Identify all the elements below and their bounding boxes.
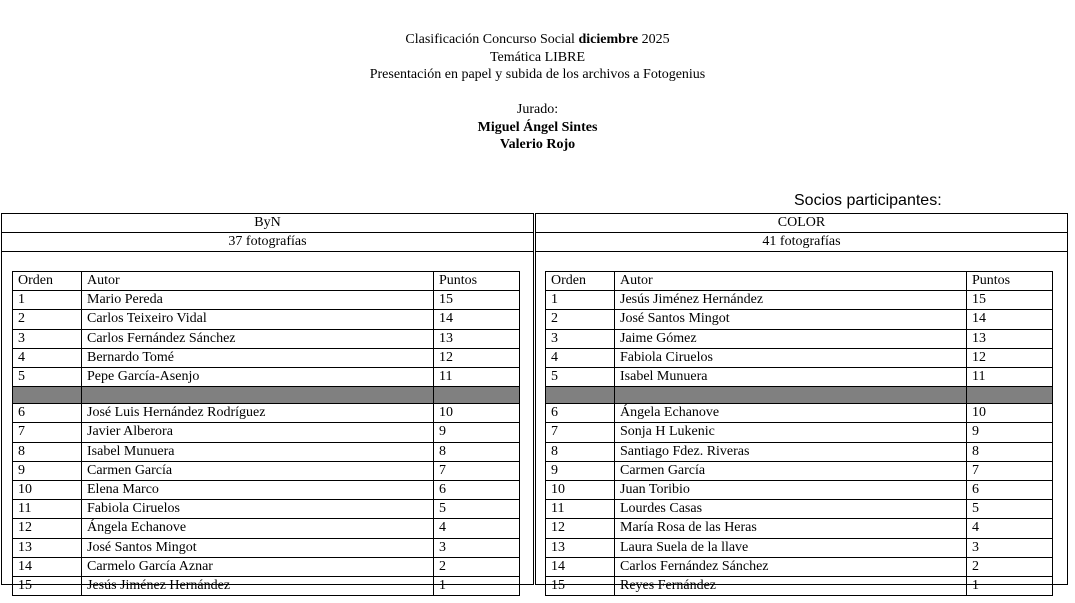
cell-orden: 5 [13,368,82,387]
jury-member-name: Valerio Rojo [499,137,576,152]
table-row [546,291,1053,310]
table-row [546,348,1053,367]
column-header-puntos: Puntos [434,272,520,291]
cell-orden: 8 [546,442,615,461]
cell-autor: Pepe García-Asenjo [82,368,434,387]
table-row [13,442,520,461]
cell-puntos: 15 [967,291,1053,310]
cell-autor: Carlos Teixeiro Vidal [82,310,434,329]
table-row [13,348,520,367]
cell-orden: 3 [13,329,82,348]
cell-orden: 1 [546,291,615,310]
cell-orden: 14 [13,557,82,576]
cell-orden: 12 [13,519,82,538]
cell-autor: Ángela Echanove [82,519,434,538]
cell-orden: 11 [546,500,615,519]
cell-puntos: 1 [967,577,1053,596]
cell-autor: Reyes Fernández [615,577,967,596]
cell-puntos: 14 [967,310,1053,329]
cell-orden: 10 [13,481,82,500]
cell-puntos: 10 [967,404,1053,423]
table-row [13,577,520,596]
participants-label: Socios participantes: [794,192,942,209]
cell-autor: Fabiola Ciruelos [82,500,434,519]
separator-cell [615,387,967,404]
cell-puntos: 11 [967,368,1053,387]
cell-autor: Bernardo Tomé [82,348,434,367]
table-row [13,461,520,480]
ranking-table [545,271,1053,596]
table-row [13,519,520,538]
table-row [546,481,1053,500]
cell-puntos: 14 [434,310,520,329]
ranking-table [12,271,520,596]
header-spacer [0,84,1075,102]
cell-puntos: 5 [434,500,520,519]
separator-row [13,387,520,404]
table-row [546,442,1053,461]
cell-puntos: 9 [434,423,520,442]
cell-puntos: 5 [967,500,1053,519]
cell-orden: 4 [13,348,82,367]
table-row [546,329,1053,348]
jury-member-name: Miguel Ángel Sintes [477,119,598,135]
separator-cell [434,387,520,404]
table-header-row [13,272,520,291]
cell-puntos: 11 [434,368,520,387]
cell-orden: 2 [546,310,615,329]
table-row [13,291,520,310]
contest-title [0,31,1075,49]
table-row [546,310,1053,329]
cell-autor: Fabiola Ciruelos [615,348,967,367]
cell-orden: 10 [546,481,615,500]
table-row [546,519,1053,538]
cell-puntos: 9 [967,423,1053,442]
cell-puntos: 13 [967,329,1053,348]
cell-autor: Santiago Fdez. Riveras [615,442,967,461]
category-photo-count: 41 fotografías [536,233,1067,252]
cell-orden: 5 [546,368,615,387]
cell-puntos: 7 [967,461,1053,480]
cell-orden: 6 [13,404,82,423]
cell-orden: 8 [13,442,82,461]
separator-cell [82,387,434,404]
cell-autor: Carlos Fernández Sánchez [82,329,434,348]
cell-puntos: 1 [434,577,520,596]
table-row [546,404,1053,423]
table-row [13,538,520,557]
contest-presentation: Presentación en papel y subida de los archivos a Fotogenius [369,67,706,82]
cell-puntos: 8 [434,442,520,461]
table-row [13,500,520,519]
cell-autor: Sonja H Lukenic [615,423,967,442]
cell-puntos: 15 [434,291,520,310]
cell-autor: José Luis Hernández Rodríguez [82,404,434,423]
cell-autor: Juan Toribio [615,481,967,500]
contest-month: diciembre [578,32,639,47]
cell-puntos: 3 [967,538,1053,557]
cell-orden: 15 [13,577,82,596]
cell-orden: 9 [546,461,615,480]
jury-label: Jurado: [516,102,559,117]
column-header-orden: Orden [546,272,615,291]
cell-puntos: 2 [434,557,520,576]
cell-puntos: 6 [434,481,520,500]
cell-puntos: 10 [434,404,520,423]
cell-autor: Jaime Gómez [615,329,967,348]
column-header-autor: Autor [82,272,434,291]
jury-member [0,119,1075,137]
column-header-orden: Orden [13,272,82,291]
cell-puntos: 12 [967,348,1053,367]
cell-autor: Carlos Fernández Sánchez [615,557,967,576]
cell-orden: 11 [13,500,82,519]
table-row [13,423,520,442]
column-header-puntos: Puntos [967,272,1053,291]
cell-autor: Carmelo García Aznar [82,557,434,576]
separator-cell [13,387,82,404]
category-panel-color [535,213,1068,594]
column-header-autor: Autor [615,272,967,291]
cell-autor: Elena Marco [82,481,434,500]
cell-orden: 4 [546,348,615,367]
table-row [13,310,520,329]
table-row [546,500,1053,519]
cell-autor: Carmen García [615,461,967,480]
separator-row [546,387,1053,404]
cell-puntos: 6 [967,481,1053,500]
cell-autor: Mario Pereda [82,291,434,310]
cell-autor: María Rosa de las Heras [615,519,967,538]
category-panel-byn [1,213,534,594]
cell-orden: 13 [546,538,615,557]
cell-orden: 9 [13,461,82,480]
category-title: COLOR [536,214,1067,233]
cell-orden: 7 [546,423,615,442]
cell-autor: Isabel Munuera [82,442,434,461]
cell-orden: 1 [13,291,82,310]
contest-title-prefix: Clasificación Concurso Social [405,32,579,47]
cell-autor: Jesús Jiménez Hernández [82,577,434,596]
cell-autor: Lourdes Casas [615,500,967,519]
table-row [546,538,1053,557]
table-row [546,368,1053,387]
contest-theme: Temática LIBRE [489,49,586,65]
cell-autor: Carmen García [82,461,434,480]
cell-puntos: 2 [967,557,1053,576]
cell-puntos: 4 [967,519,1053,538]
table-row [13,481,520,500]
table-row [546,557,1053,576]
table-row [13,404,520,423]
table-row [546,577,1053,596]
separator-cell [546,387,615,404]
contest-year: 2025 [638,32,670,47]
table-row [13,557,520,576]
cell-autor: Jesús Jiménez Hernández [615,291,967,310]
table-header-row [546,272,1053,291]
table-row [13,368,520,387]
table-row [13,329,520,348]
cell-puntos: 7 [434,461,520,480]
cell-autor: Isabel Munuera [615,368,967,387]
cell-orden: 7 [13,423,82,442]
cell-autor: Ángela Echanove [615,404,967,423]
cell-orden: 12 [546,519,615,538]
table-row [546,461,1053,480]
cell-orden: 3 [546,329,615,348]
cell-orden: 13 [13,538,82,557]
jury-member [0,136,1075,154]
cell-puntos: 3 [434,538,520,557]
category-title: ByN [2,214,533,233]
cell-autor: Javier Alberora [82,423,434,442]
cell-puntos: 8 [967,442,1053,461]
cell-orden: 6 [546,404,615,423]
category-photo-count: 37 fotografías [2,233,533,252]
cell-autor: José Santos Mingot [82,538,434,557]
separator-cell [967,387,1053,404]
cell-orden: 15 [546,577,615,596]
document-header [0,31,1075,154]
table-row [546,423,1053,442]
cell-orden: 14 [546,557,615,576]
cell-puntos: 4 [434,519,520,538]
cell-autor: Laura Suela de la llave [615,538,967,557]
cell-orden: 2 [13,310,82,329]
cell-autor: José Santos Mingot [615,310,967,329]
cell-puntos: 13 [434,329,520,348]
cell-puntos: 12 [434,348,520,367]
